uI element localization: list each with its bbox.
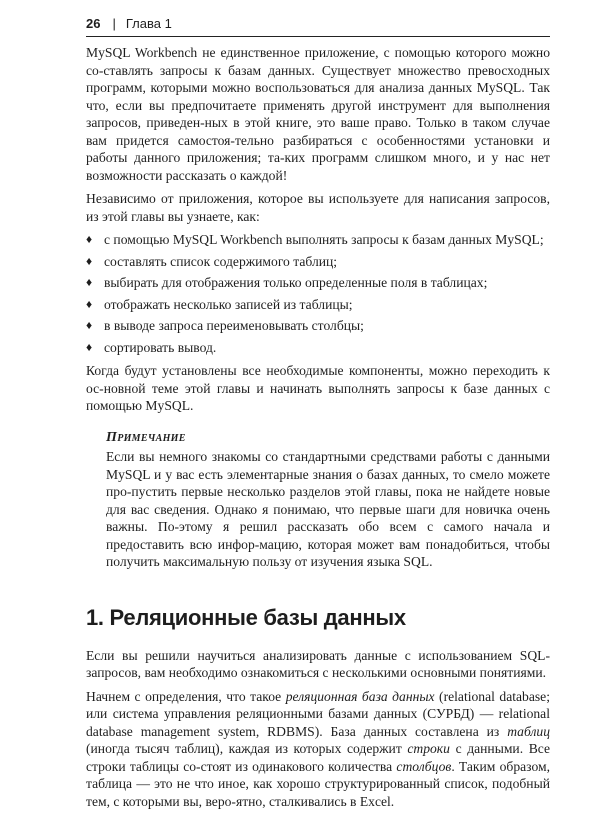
term-columns: столбцов [396, 758, 452, 774]
bullet-list [86, 231, 550, 356]
section-paragraph-1: Если вы решили научиться анализировать данные с использованием SQL-запросов, вам необходимо ознакомиться с несколькими основными понятиями. [86, 647, 550, 680]
term-tables: таблиц [507, 723, 550, 739]
paragraph-intro-2: Независимо от приложения, которое вы используете для написания запросов, из этой главы вы узнаете, как: [86, 191, 550, 224]
list-item: ♦ в выводе запроса переименовывать столбцы; [86, 318, 364, 333]
section-paragraph-2: Начнем с определения, что такое реляционная база данных (relational database; или система управления реляционными базами данных (СУРБД) — relational database management system, RDBMS). База данных составлена из таблиц (иногда тысяч таблиц), каждая из которых содержит строки с данными. Все строки таблицы со-стоят из одинакового количества столбцов. Таким образом, таблица — это не что иное, как хорошо структурированный список, подобный тем, с которыми вы, веро-ятно, сталкивались в Excel. [86, 688, 551, 809]
note-title: Примечание [106, 429, 186, 445]
page-body [86, 44, 550, 816]
diamond-bullet-icon: ♦ [86, 318, 93, 332]
running-header [86, 14, 550, 37]
diamond-bullet-icon: ♦ [86, 275, 93, 289]
term-relational-database: реляционная база данных [285, 688, 435, 704]
list-item: ♦ сортировать вывод. [86, 339, 217, 355]
header-separator: | [112, 16, 116, 31]
list-item: ♦ отображать несколько записей из таблицы; [86, 296, 353, 312]
list-item: ♦ с помощью MySQL Workbench выполнять запросы к базам данных MySQL; [86, 232, 544, 247]
diamond-bullet-icon: ♦ [86, 232, 93, 246]
note-box [86, 429, 550, 571]
list-item: ♦ составлять список содержимого таблиц; [86, 253, 338, 269]
note-text: Если вы немного знакомы со стандартными средствами работы с данными MySQL и у вас есть элементарные знания о базах данных, то смело можете про-пустить первые несколько разделов этой главы, пока не найдете новые для вас сведения. Однако я понимаю, что первые шаги для новичка очень важны. По-этому я решил рассказать обо всем с самого начала и предоставить всю инфор-мацию, которая может вам понадобиться, чтобы получить максимальную пользу от изучения языка SQL. [106, 449, 550, 569]
section-heading: 1. Реляционные базы данных [86, 604, 406, 630]
diamond-bullet-icon: ♦ [86, 296, 93, 311]
paragraph-after-list: Когда будут установлены все необходимые компоненты, можно переходить к ос-новной теме этой главы и начинать выполнять запросы к базе данных с помощью MySQL. [86, 363, 550, 413]
paragraph-intro-1: MySQL Workbench не единственное приложение, с помощью которого можно со-ставлять запросы к базам данных. Существует множество превосходных программ, которыми можно воспользоваться для анализа данных MySQL. Так что, если вы предпочитаете применять другой инструмент для выполнения запросов, приведен-ных в этой книге, это ваше право. Только в таком случае вам придется самостоя-тельно разбираться с особенностями установки и работы данного приложения; та-ких программ слишком много, и у нас нет возможности рассказать о каждой! [86, 45, 550, 183]
chapter-title: Глава 1 [125, 16, 172, 31]
term-rows: строки [407, 741, 450, 756]
list-item: ♦ выбирать для отображения только определенные поля в таблицах; [86, 275, 488, 290]
diamond-bullet-icon: ♦ [86, 253, 93, 268]
page-number: 26 [86, 16, 101, 31]
diamond-bullet-icon: ♦ [86, 339, 93, 354]
